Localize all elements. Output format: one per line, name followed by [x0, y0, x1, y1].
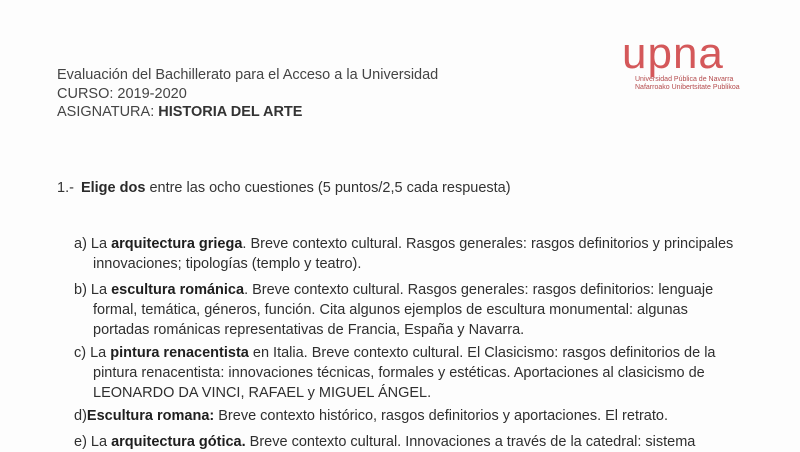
- item-label: d): [74, 408, 87, 424]
- list-item: [74, 234, 744, 274]
- item-label: e): [74, 434, 87, 450]
- item-text: en Italia. Breve contexto cultural. El Clasicismo: rasgos definitorios de la: [248, 345, 716, 361]
- item-text: La: [90, 282, 112, 298]
- item-topic: escultura románica: [111, 282, 245, 298]
- item-text: La: [90, 345, 111, 361]
- item-text: Breve contexto cultural. Innovaciones a través de la catedral: sistema: [245, 434, 696, 450]
- item-text: LEONARDO DA VINCI, RAFAEL y MIGUEL ÁNGEL.: [93, 385, 432, 401]
- item-topic: arquitectura griega: [111, 236, 243, 252]
- item-label: c): [74, 345, 87, 361]
- item-text: portadas románicas representativas de Francia, España y Navarra.: [93, 322, 525, 338]
- exam-course: CURSO: 2019-2020: [57, 85, 187, 102]
- list-item: [74, 343, 744, 403]
- exam-title: Evaluación del Bachillerato para el Acceso a la Universidad: [57, 67, 439, 83]
- item-topic: Escultura romana:: [86, 408, 215, 424]
- subject-prefix: ASIGNATURA:: [57, 104, 159, 120]
- list-item: [74, 432, 744, 452]
- upna-logo: [622, 29, 782, 92]
- list-item: [74, 406, 744, 426]
- item-text: . Breve contexto cultural. Rasgos generales: rasgos definitorios: lenguaje: [244, 282, 714, 298]
- exam-header: [57, 66, 438, 122]
- question-instruction: Elige dos: [80, 180, 146, 196]
- item-text: innovaciones; tipologías (templo y teatro).: [93, 256, 362, 272]
- item-text: La: [90, 236, 112, 252]
- item-text: La: [90, 434, 112, 450]
- item-text: Breve contexto histórico, rasgos definitorios y aportaciones. El retrato.: [214, 408, 668, 424]
- item-text: pintura renacentista: innovaciones técnicas, formales y estéticas. Aportaciones al clasicismo de: [93, 365, 705, 381]
- logo-mark: upna: [622, 29, 724, 78]
- logo-university-es: Universidad Pública de Navarra: [635, 76, 734, 83]
- item-label: a): [74, 236, 87, 252]
- item-text: . Breve contexto cultural. Rasgos generales: rasgos definitorios y principales: [242, 236, 734, 252]
- subject-name: HISTORIA DEL ARTE: [158, 104, 303, 120]
- logo-university-eu: Nafarroako Unibertsitate Publikoa: [635, 84, 740, 91]
- item-label: b): [74, 282, 87, 298]
- item-topic: arquitectura gótica.: [111, 434, 246, 450]
- item-text: formal, temática, géneros, función. Cita algunos ejemplos de escultura monumental: algunas: [93, 302, 688, 318]
- item-topic: pintura renacentista: [110, 345, 249, 361]
- question-detail: entre las ocho cuestiones (5 puntos/2,5 cada respuesta): [145, 180, 511, 196]
- list-item: [74, 280, 744, 340]
- question-number: 1.-: [57, 180, 74, 196]
- question-heading: [57, 180, 511, 196]
- exam-subject: [57, 103, 438, 122]
